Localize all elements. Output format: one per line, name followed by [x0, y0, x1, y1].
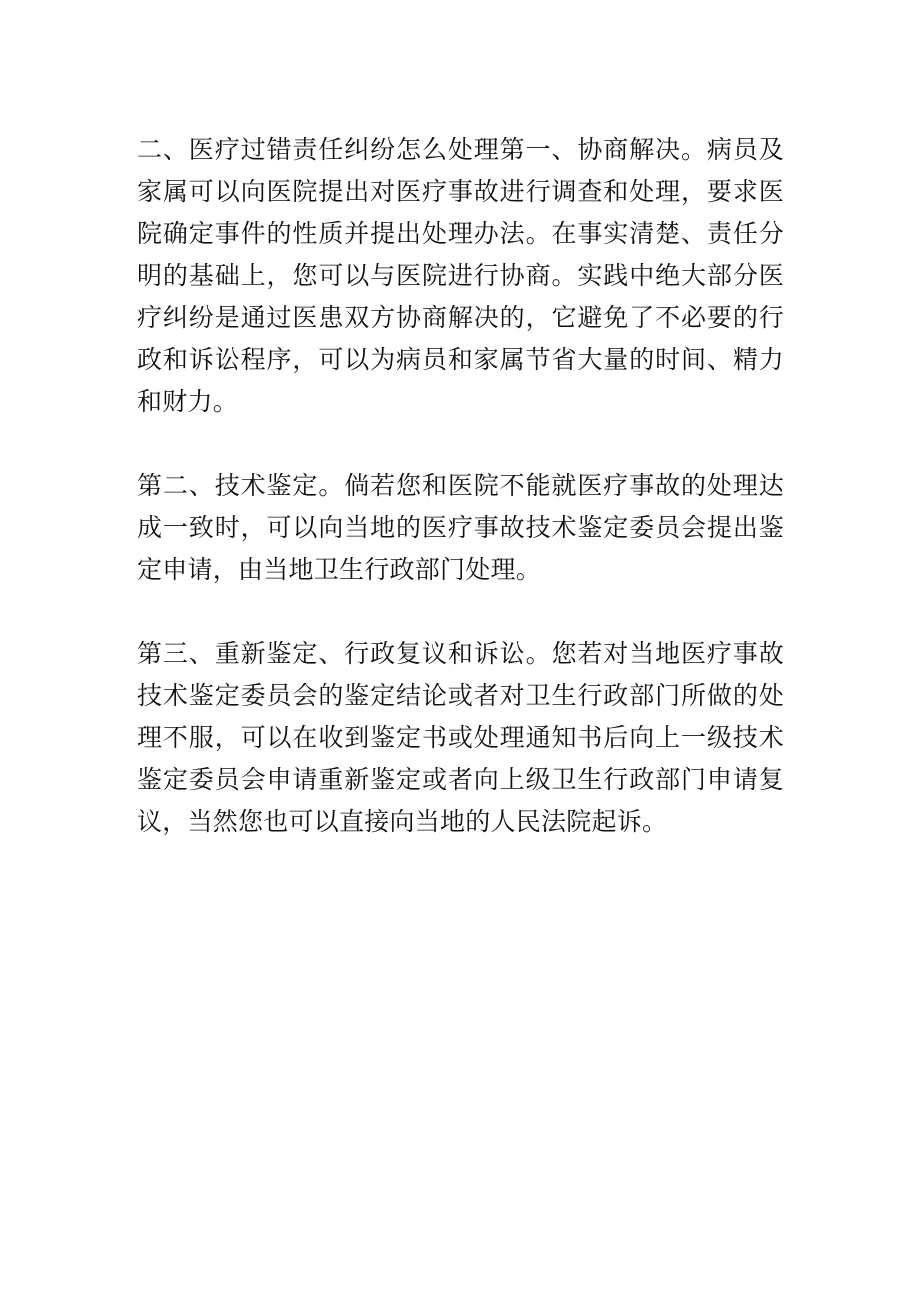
paragraph-reappraisal-litigation: 第三、重新鉴定、行政复议和诉讼。您若对当地医疗事故技术鉴定委员会的鉴定结论或者对卫生行政部门所做的处理不服，可以在收到鉴定书或处理通知书后向上一级技术鉴定委员会申请重新鉴定或者向上级卫生行政部门申请复议，当然您也可以直接向当地的人民法院起诉。 — [137, 639, 784, 836]
paragraph-technical-appraisal: 第二、技术鉴定。倘若您和医院不能就医疗事故的处理达成一致时，可以向当地的医疗事故技术鉴定委员会提出鉴定申请，由当地卫生行政部门处理。 — [137, 471, 784, 584]
paragraph-negotiation: 二、医疗过错责任纠纷怎么处理第一、协商解决。病员及家属可以向医院提出对医疗事故进行调查和处理，要求医院确定事件的性质并提出处理办法。在事实清楚、责任分明的基础上，您可以与医院进行协商。实践中绝大部分医疗纠纷是通过医患双方协商解决的，它避免了不必要的行政和诉讼程序，可以为病员和家属节省大量的时间、精力和财力。 — [137, 135, 784, 416]
document-page — [137, 129, 784, 843]
